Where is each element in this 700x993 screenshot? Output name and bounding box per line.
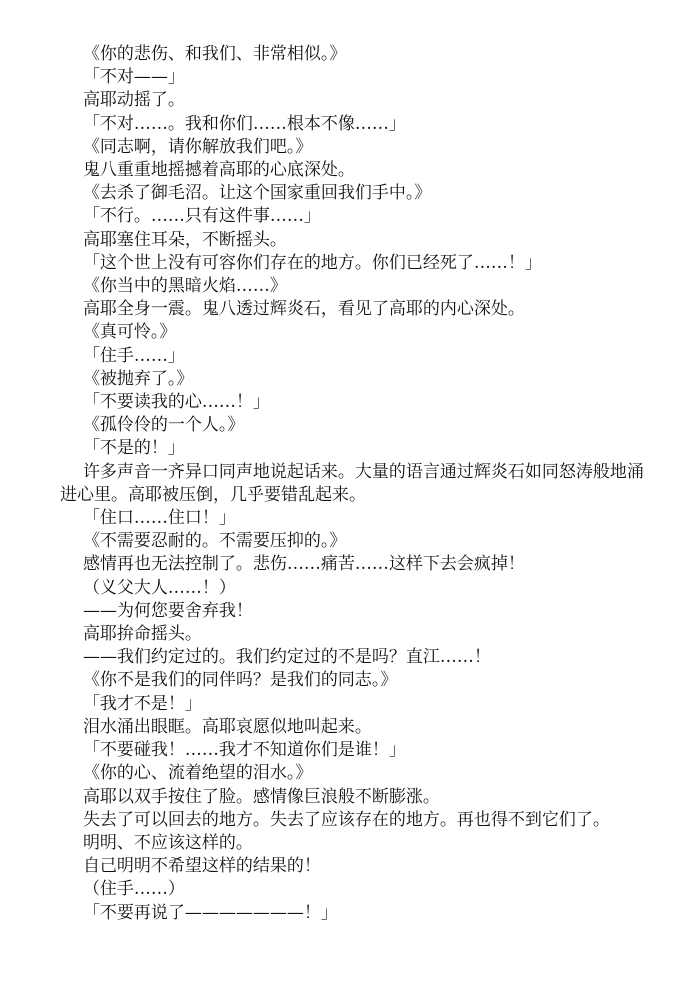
- paragraph: 《你的悲伤、和我们、非常相似。》: [82, 44, 347, 64]
- paragraph: 「不要再说了———————！」: [82, 902, 338, 923]
- paragraph: 《不需要忍耐的。不需要压抑的。》: [82, 531, 347, 552]
- paragraph: 「不对——」: [82, 67, 185, 88]
- paragraph: 「不对……。我和你们……根本不像……」: [82, 113, 406, 134]
- paragraph: 「我才不是！」: [82, 693, 202, 714]
- paragraph: 《真可怜。》: [82, 322, 177, 343]
- paragraph: 「不是的！」: [82, 438, 185, 459]
- paragraph: 失去了可以回去的地方。失去了应该存在的地方。再也得不到它们了。: [82, 809, 610, 830]
- paragraph: ——为何您要舍弃我！: [82, 600, 253, 621]
- paragraph: 泪水涌出眼眶。高耶哀愿似地叫起来。: [82, 716, 372, 737]
- paragraph: 《同志啊，请你解放我们吧。》: [82, 136, 313, 157]
- paragraph: 「住口……住口！」: [82, 508, 236, 529]
- document-page: [60, 43, 650, 925]
- paragraph: （义父大人……！）: [82, 577, 236, 598]
- paragraph: 高耶塞住耳朵，不断摇头。: [82, 229, 287, 250]
- paragraph: 《去杀了御毛沼。让这个国家重回我们手中。》: [82, 183, 432, 204]
- paragraph: 高耶全身一震。鬼八透过辉炎石，看见了高耶的内心深处。: [82, 299, 525, 320]
- paragraph: 「住手……」: [82, 345, 185, 366]
- paragraph: 「不要读我的心……！」: [82, 392, 270, 413]
- paragraph: 许多声音一齐异口同声地说起话来。大量的语言通过辉炎石如同怒涛般地涌进心里。高耶被压倒，几乎要错乱起来。: [60, 461, 644, 505]
- paragraph: 「这个世上没有可容你们存在的地方。你们已经死了……！」: [82, 252, 542, 273]
- paragraph: 明明、不应该这样的。: [82, 832, 253, 853]
- paragraph: 《你当中的黑暗火焰……》: [82, 276, 287, 297]
- paragraph: 高耶以双手按住了脸。感情像巨浪般不断膨涨。: [82, 786, 440, 807]
- paragraph: （住手……）: [82, 879, 185, 900]
- paragraph: 高耶拚命摇头。: [82, 624, 202, 645]
- paragraph: 自己明明不希望这样的结果的！: [82, 856, 321, 877]
- paragraph: 「不行。……只有这件事……」: [82, 206, 321, 227]
- paragraph: 《孤伶伶的一个人。》: [82, 415, 245, 436]
- paragraph: ——我们约定过的。我们约定过的不是吗？直江……！: [82, 647, 491, 668]
- paragraph: 鬼八重重地摇撼着高耶的心底深处。: [82, 160, 355, 181]
- paragraph: 感情再也无法控制了。悲伤……痛苦……这样下去会疯掉！: [82, 554, 525, 575]
- paragraph: 《你不是我们的同伴吗？是我们的同志。》: [82, 670, 398, 691]
- paragraph: 《被抛弃了。》: [82, 368, 194, 389]
- paragraph: 《你的心、流着绝望的泪水。》: [82, 763, 313, 784]
- paragraph: 高耶动摇了。: [82, 90, 185, 111]
- paragraph: 「不要碰我！……我才不知道你们是谁！」: [82, 740, 406, 761]
